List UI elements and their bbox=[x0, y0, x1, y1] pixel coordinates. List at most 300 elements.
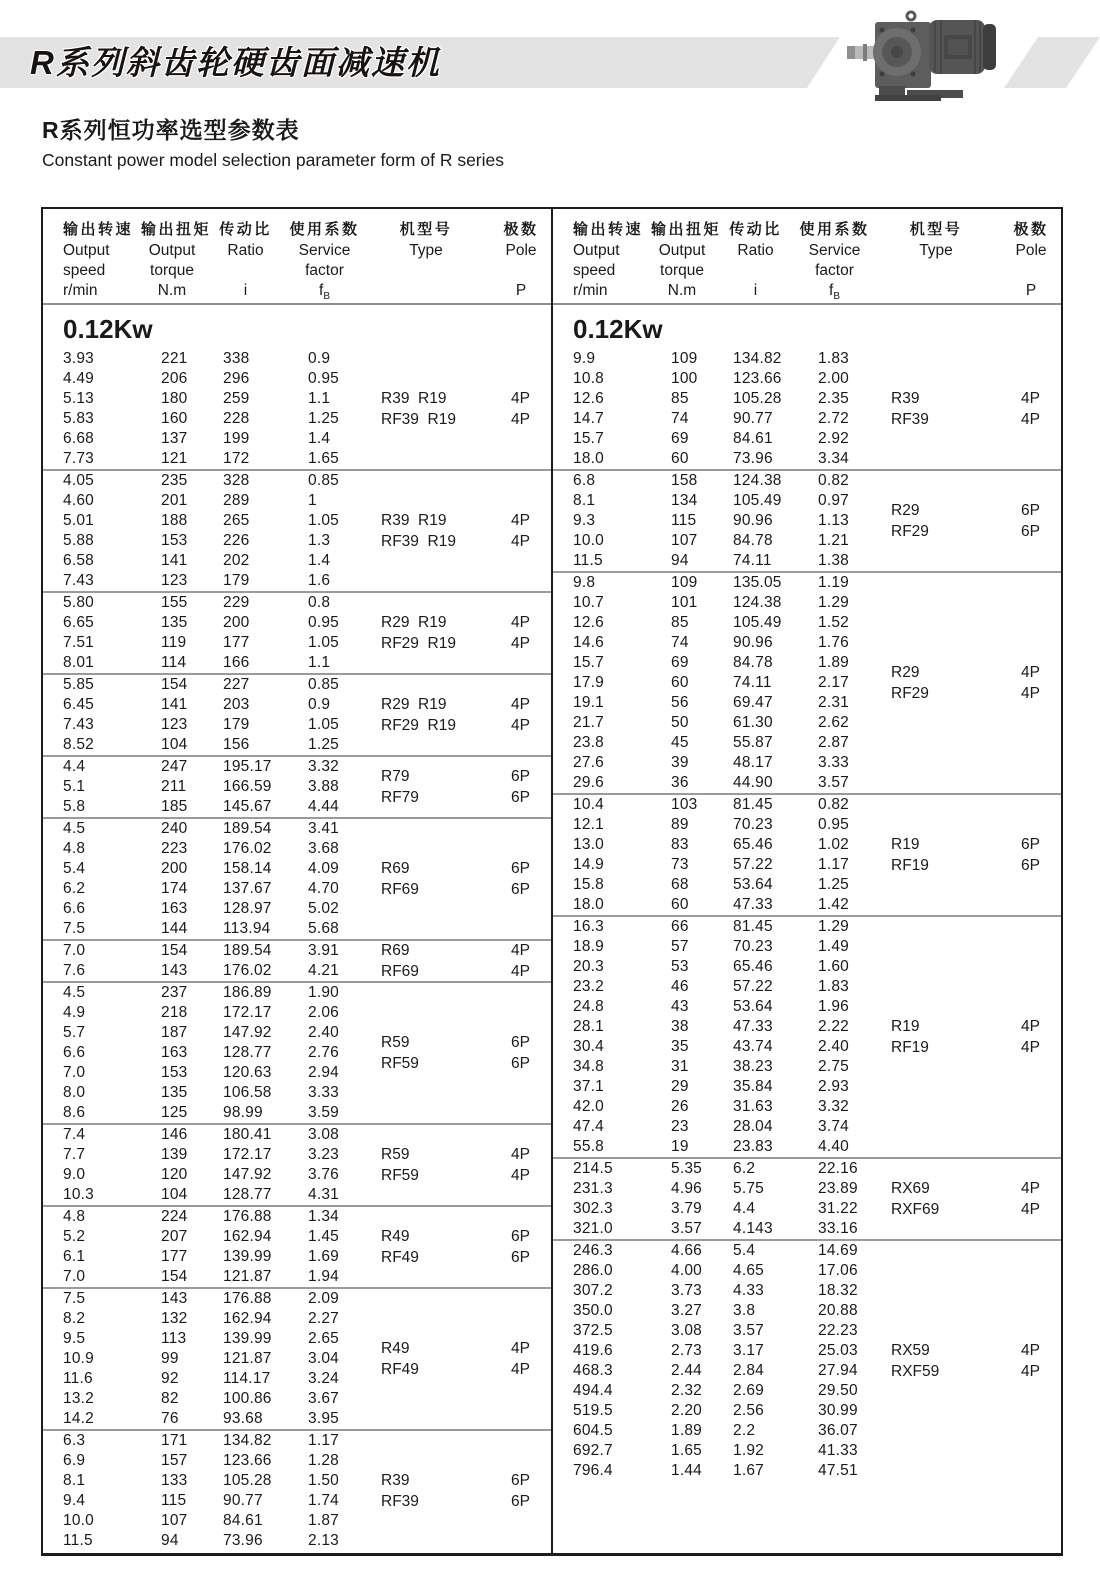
ratio-cell: 3.17 bbox=[733, 1342, 764, 1359]
torque-cell: 5.35 bbox=[671, 1160, 702, 1177]
factor-cell: 1.4 bbox=[308, 430, 331, 447]
torque-cell: 104 bbox=[161, 736, 188, 753]
speed-cell: 14.2 bbox=[63, 1410, 94, 1427]
factor-cell: 47.51 bbox=[818, 1462, 858, 1479]
pole-label: 4P bbox=[511, 512, 530, 529]
torque-cell: 153 bbox=[161, 1064, 188, 1081]
column-header-type bbox=[361, 209, 491, 303]
ratio-cell: 172 bbox=[223, 450, 250, 467]
ratio-cell: 105.49 bbox=[733, 492, 782, 509]
pole-label: 4P bbox=[511, 942, 530, 959]
speed-cell: 10.0 bbox=[573, 532, 604, 549]
factor-cell: 0.95 bbox=[818, 816, 849, 833]
speed-cell: 5.7 bbox=[63, 1024, 86, 1041]
factor-cell: 3.88 bbox=[308, 778, 339, 795]
factor-cell: 1.49 bbox=[818, 938, 849, 955]
type-label: R39 R19 bbox=[381, 390, 447, 407]
header-en bbox=[871, 261, 1001, 281]
factor-cell: 3.68 bbox=[308, 840, 339, 857]
ratio-cell: 47.33 bbox=[733, 1018, 773, 1035]
header-en bbox=[1001, 261, 1061, 281]
table-row bbox=[43, 1125, 551, 1145]
type-label: RXF59 bbox=[891, 1363, 940, 1380]
factor-cell: 14.69 bbox=[818, 1242, 858, 1259]
speed-cell: 10.4 bbox=[573, 796, 604, 813]
table-row bbox=[43, 1531, 551, 1551]
type-label: RF19 bbox=[891, 1039, 929, 1056]
table-row bbox=[553, 753, 1061, 773]
torque-cell: 135 bbox=[161, 614, 188, 631]
type-label: RF39 R19 bbox=[381, 411, 456, 428]
factor-cell: 1.52 bbox=[818, 614, 849, 631]
header-en: Output bbox=[63, 242, 110, 259]
page-banner-title: R系列斜齿轮硬齿面减速机 bbox=[30, 44, 441, 81]
speed-cell: 7.6 bbox=[63, 962, 86, 979]
table-row bbox=[553, 1441, 1061, 1461]
table-row bbox=[553, 1137, 1061, 1157]
ratio-cell: 106.58 bbox=[223, 1084, 272, 1101]
header-zh: 输出扭矩 bbox=[651, 221, 722, 238]
type-label: RF49 bbox=[381, 1249, 419, 1266]
torque-cell: 218 bbox=[161, 1004, 188, 1021]
pole-label: 6P bbox=[511, 1228, 530, 1245]
column-header-factor bbox=[288, 209, 361, 303]
pole-label: 4P bbox=[1021, 411, 1040, 428]
speed-cell: 796.4 bbox=[573, 1462, 613, 1479]
type-pole-line bbox=[361, 612, 551, 633]
table-row bbox=[43, 839, 551, 859]
type-pole-block bbox=[871, 834, 1061, 876]
table-row bbox=[43, 819, 551, 839]
ratio-cell: 100.86 bbox=[223, 1390, 272, 1407]
pole-label: 6P bbox=[1021, 857, 1040, 874]
torque-cell: 113 bbox=[161, 1330, 187, 1347]
table-row bbox=[553, 573, 1061, 593]
factor-cell: 2.93 bbox=[818, 1078, 849, 1095]
speed-cell: 15.8 bbox=[573, 876, 604, 893]
table-row bbox=[43, 1409, 551, 1429]
column-header-speed bbox=[43, 209, 141, 303]
type-pole-block bbox=[361, 1144, 551, 1186]
factor-cell: 0.95 bbox=[308, 370, 339, 387]
type-label: R29 R19 bbox=[381, 614, 447, 631]
ratio-cell: 139.99 bbox=[223, 1330, 272, 1347]
speed-cell: 47.4 bbox=[573, 1118, 604, 1135]
factor-cell: 33.16 bbox=[818, 1220, 858, 1237]
ratio-cell: 5.75 bbox=[733, 1180, 764, 1197]
torque-cell: 107 bbox=[671, 532, 698, 549]
table-row bbox=[43, 571, 551, 591]
pole-label: 4P bbox=[511, 717, 530, 734]
header-zh: 输出转速 bbox=[573, 221, 644, 238]
speed-cell: 5.8 bbox=[63, 798, 86, 815]
ratio-cell: 180.41 bbox=[223, 1126, 272, 1143]
table-row bbox=[553, 1241, 1061, 1261]
type-label: RF29 R19 bbox=[381, 717, 456, 734]
pole-label: 6P bbox=[511, 1493, 530, 1510]
factor-cell: 3.33 bbox=[308, 1084, 339, 1101]
torque-cell: 221 bbox=[161, 350, 188, 367]
factor-cell: 17.06 bbox=[818, 1262, 858, 1279]
torque-cell: 103 bbox=[671, 796, 698, 813]
torque-cell: 100 bbox=[671, 370, 698, 387]
parameter-group bbox=[43, 349, 551, 471]
table-row bbox=[43, 449, 551, 469]
torque-cell: 57 bbox=[671, 938, 689, 955]
speed-cell: 6.8 bbox=[573, 472, 596, 489]
speed-cell: 4.05 bbox=[63, 472, 94, 489]
speed-cell: 4.8 bbox=[63, 840, 86, 857]
header-en: torque bbox=[660, 262, 704, 279]
torque-cell: 154 bbox=[161, 676, 188, 693]
header-zh: 使用系数 bbox=[289, 221, 360, 238]
table-row bbox=[553, 875, 1061, 895]
type-label: RF29 bbox=[891, 523, 929, 540]
type-label: R19 bbox=[891, 1018, 920, 1035]
ratio-cell: 53.64 bbox=[733, 998, 773, 1015]
pole-label: 4P bbox=[511, 390, 530, 407]
table-row bbox=[553, 551, 1061, 571]
table-row bbox=[43, 899, 551, 919]
torque-cell: 2.44 bbox=[671, 1362, 702, 1379]
factor-cell: 3.41 bbox=[308, 820, 339, 837]
table-header bbox=[43, 209, 551, 305]
table-row bbox=[553, 733, 1061, 753]
speed-cell: 15.7 bbox=[573, 654, 604, 671]
factor-cell: 3.95 bbox=[308, 1410, 339, 1427]
parameter-group bbox=[43, 1207, 551, 1289]
speed-cell: 7.43 bbox=[63, 572, 94, 589]
page-title: R系列恒功率选型参数表 bbox=[42, 117, 300, 143]
factor-cell: 2.75 bbox=[818, 1058, 849, 1075]
factor-cell: 3.91 bbox=[308, 942, 339, 959]
speed-cell: 19.1 bbox=[573, 694, 604, 711]
ratio-cell: 2.69 bbox=[733, 1382, 764, 1399]
table-row bbox=[43, 593, 551, 613]
selection-parameter-table bbox=[41, 207, 1063, 1556]
table-row bbox=[43, 349, 551, 369]
type-label: R19 bbox=[891, 836, 920, 853]
ratio-cell: 158.14 bbox=[223, 860, 272, 877]
factor-cell: 1.29 bbox=[818, 594, 849, 611]
torque-cell: 74 bbox=[671, 410, 689, 427]
ratio-cell: 35.84 bbox=[733, 1078, 773, 1095]
factor-cell: 4.70 bbox=[308, 880, 339, 897]
torque-cell: 121 bbox=[161, 450, 188, 467]
torque-cell: 206 bbox=[161, 370, 188, 387]
type-label: R29 bbox=[891, 664, 920, 681]
header-en: Output bbox=[573, 242, 620, 259]
torque-cell: 114 bbox=[161, 654, 187, 671]
ratio-cell: 48.17 bbox=[733, 754, 773, 771]
speed-cell: 4.5 bbox=[63, 820, 86, 837]
factor-cell: 4.40 bbox=[818, 1138, 849, 1155]
speed-cell: 11.6 bbox=[63, 1370, 93, 1387]
speed-cell: 6.68 bbox=[63, 430, 94, 447]
speed-cell: 307.2 bbox=[573, 1282, 613, 1299]
type-label: R49 bbox=[381, 1228, 410, 1245]
header-en: Type bbox=[919, 242, 953, 259]
type-pole-line bbox=[361, 388, 551, 409]
torque-cell: 160 bbox=[161, 410, 188, 427]
factor-cell: 3.23 bbox=[308, 1146, 339, 1163]
torque-cell: 69 bbox=[671, 654, 689, 671]
ratio-cell: 172.17 bbox=[223, 1146, 272, 1163]
header-unit: i bbox=[243, 282, 248, 299]
torque-cell: 60 bbox=[671, 450, 689, 467]
torque-cell: 123 bbox=[161, 716, 188, 733]
ratio-cell: 90.96 bbox=[733, 634, 773, 651]
factor-cell: 3.74 bbox=[818, 1118, 849, 1135]
ratio-cell: 61.30 bbox=[733, 714, 773, 731]
factor-cell: 3.34 bbox=[818, 450, 849, 467]
speed-cell: 9.0 bbox=[63, 1166, 86, 1183]
torque-cell: 73 bbox=[671, 856, 689, 873]
torque-cell: 82 bbox=[161, 1390, 179, 1407]
ratio-cell: 128.77 bbox=[223, 1186, 272, 1203]
torque-cell: 46 bbox=[671, 978, 689, 995]
ratio-cell: 121.87 bbox=[223, 1350, 272, 1367]
parameter-group bbox=[43, 593, 551, 675]
ratio-cell: 338 bbox=[223, 350, 250, 367]
factor-cell: 29.50 bbox=[818, 1382, 858, 1399]
header-en: Pole bbox=[505, 242, 537, 259]
torque-cell: 154 bbox=[161, 1268, 188, 1285]
speed-cell: 4.8 bbox=[63, 1208, 86, 1225]
factor-cell: 18.32 bbox=[818, 1282, 858, 1299]
table-row bbox=[43, 735, 551, 755]
factor-cell: 3.32 bbox=[308, 758, 339, 775]
torque-cell: 83 bbox=[671, 836, 689, 853]
header-en: Ratio bbox=[227, 242, 264, 259]
speed-cell: 5.01 bbox=[63, 512, 94, 529]
ratio-cell: 189.54 bbox=[223, 820, 272, 837]
speed-cell: 9.5 bbox=[63, 1330, 86, 1347]
factor-cell: 2.17 bbox=[818, 674, 849, 691]
table-row bbox=[553, 593, 1061, 613]
torque-cell: 109 bbox=[671, 350, 698, 367]
type-pole-line bbox=[361, 1165, 551, 1186]
speed-cell: 350.0 bbox=[573, 1302, 613, 1319]
parameter-group bbox=[43, 1289, 551, 1431]
torque-cell: 223 bbox=[161, 840, 188, 857]
ratio-cell: 74.11 bbox=[733, 674, 772, 691]
table-row bbox=[43, 429, 551, 449]
torque-cell: 36 bbox=[671, 774, 689, 791]
header-zh: 传动比 bbox=[729, 221, 782, 238]
speed-cell: 9.9 bbox=[573, 350, 596, 367]
speed-cell: 4.49 bbox=[63, 370, 94, 387]
torque-cell: 163 bbox=[161, 1044, 188, 1061]
torque-cell: 174 bbox=[161, 880, 188, 897]
torque-cell: 2.32 bbox=[671, 1382, 702, 1399]
ratio-cell: 53.64 bbox=[733, 876, 773, 893]
pole-label: 4P bbox=[511, 1361, 530, 1378]
page-subtitle: Constant power model selection parameter form of R series bbox=[42, 150, 505, 170]
pole-label: 4P bbox=[511, 696, 530, 713]
torque-cell: 99 bbox=[161, 1350, 179, 1367]
speed-cell: 12.6 bbox=[573, 614, 604, 631]
type-label: RF19 bbox=[891, 857, 929, 874]
ratio-cell: 81.45 bbox=[733, 796, 773, 813]
torque-cell: 235 bbox=[161, 472, 188, 489]
factor-cell: 36.07 bbox=[818, 1422, 858, 1439]
type-label: RF69 bbox=[381, 881, 419, 898]
table-row bbox=[553, 633, 1061, 653]
speed-cell: 10.3 bbox=[63, 1186, 94, 1203]
ratio-cell: 65.46 bbox=[733, 836, 773, 853]
speed-cell: 27.6 bbox=[573, 754, 604, 771]
speed-cell: 10.9 bbox=[63, 1350, 94, 1367]
speed-cell: 7.0 bbox=[63, 1064, 86, 1081]
torque-cell: 141 bbox=[161, 552, 188, 569]
torque-cell: 2.20 bbox=[671, 1402, 702, 1419]
factor-cell: 2.65 bbox=[308, 1330, 339, 1347]
pole-label: 6P bbox=[511, 1034, 530, 1051]
torque-cell: 92 bbox=[161, 1370, 179, 1387]
speed-cell: 6.9 bbox=[63, 1452, 86, 1469]
pole-label: 4P bbox=[1021, 390, 1040, 407]
speed-cell: 16.3 bbox=[573, 918, 604, 935]
pole-label: 4P bbox=[1021, 664, 1040, 681]
parameter-group bbox=[553, 471, 1061, 573]
ratio-cell: 105.28 bbox=[733, 390, 782, 407]
power-section-label: 0.12Kw bbox=[573, 314, 663, 344]
table-row bbox=[43, 369, 551, 389]
factor-cell: 1.1 bbox=[308, 654, 331, 671]
speed-cell: 30.4 bbox=[573, 1038, 604, 1055]
factor-cell: 4.31 bbox=[308, 1186, 339, 1203]
factor-cell: 2.35 bbox=[818, 390, 849, 407]
factor-cell: 3.76 bbox=[308, 1166, 339, 1183]
speed-cell: 5.88 bbox=[63, 532, 94, 549]
torque-cell: 66 bbox=[671, 918, 689, 935]
pole-label: 4P bbox=[1021, 1180, 1040, 1197]
parameter-group bbox=[553, 349, 1061, 471]
factor-cell: 1.19 bbox=[818, 574, 849, 591]
ratio-cell: 84.78 bbox=[733, 654, 773, 671]
speed-cell: 692.7 bbox=[573, 1442, 613, 1459]
ratio-cell: 4.4 bbox=[733, 1200, 756, 1217]
factor-cell: 0.9 bbox=[308, 696, 331, 713]
torque-cell: 180 bbox=[161, 390, 188, 407]
factor-cell: 1.83 bbox=[818, 978, 849, 995]
speed-cell: 14.7 bbox=[573, 410, 604, 427]
ratio-cell: 259 bbox=[223, 390, 250, 407]
ratio-cell: 186.89 bbox=[223, 984, 272, 1001]
header-unit bbox=[871, 281, 1001, 301]
torque-cell: 211 bbox=[161, 778, 187, 795]
table-row bbox=[43, 1083, 551, 1103]
pole-label: 4P bbox=[511, 411, 530, 428]
factor-cell: 1.13 bbox=[818, 512, 849, 529]
ratio-cell: 139.99 bbox=[223, 1248, 272, 1265]
ratio-cell: 55.87 bbox=[733, 734, 773, 751]
speed-cell: 214.5 bbox=[573, 1160, 613, 1177]
torque-cell: 74 bbox=[671, 634, 689, 651]
table-row bbox=[43, 919, 551, 939]
factor-cell: 31.22 bbox=[818, 1200, 858, 1217]
speed-cell: 519.5 bbox=[573, 1402, 613, 1419]
factor-cell: 1.05 bbox=[308, 512, 339, 529]
type-pole-line bbox=[871, 1016, 1061, 1037]
type-label: RXF69 bbox=[891, 1201, 940, 1218]
ratio-cell: 4.143 bbox=[733, 1220, 773, 1237]
table-row bbox=[43, 1389, 551, 1409]
ratio-cell: 38.23 bbox=[733, 1058, 773, 1075]
parameter-group bbox=[43, 941, 551, 983]
table-row bbox=[43, 1207, 551, 1227]
pole-label: 4P bbox=[1021, 1201, 1040, 1218]
table-row bbox=[553, 815, 1061, 835]
speed-cell: 23.8 bbox=[573, 734, 604, 751]
table-row bbox=[553, 917, 1061, 937]
type-pole-line bbox=[871, 388, 1061, 409]
type-label: RF39 bbox=[891, 411, 929, 428]
ratio-cell: 3.57 bbox=[733, 1322, 764, 1339]
ratio-cell: 3.8 bbox=[733, 1302, 756, 1319]
torque-cell: 146 bbox=[161, 1126, 188, 1143]
ratio-cell: 128.77 bbox=[223, 1044, 272, 1061]
header-en: Pole bbox=[1015, 242, 1047, 259]
table-row bbox=[553, 429, 1061, 449]
factor-cell: 1.42 bbox=[818, 896, 849, 913]
ratio-cell: 124.38 bbox=[733, 472, 782, 489]
factor-cell: 2.31 bbox=[818, 694, 849, 711]
pole-label: 4P bbox=[511, 1146, 530, 1163]
type-label: R69 bbox=[381, 942, 410, 959]
speed-cell: 7.51 bbox=[63, 634, 94, 651]
speed-cell: 6.1 bbox=[63, 1248, 86, 1265]
ratio-cell: 172.17 bbox=[223, 1004, 272, 1021]
factor-cell: 1.34 bbox=[308, 1208, 339, 1225]
ratio-cell: 265 bbox=[223, 512, 250, 529]
torque-cell: 141 bbox=[161, 696, 188, 713]
speed-cell: 3.93 bbox=[63, 350, 94, 367]
table-row bbox=[43, 1431, 551, 1451]
speed-cell: 6.6 bbox=[63, 1044, 86, 1061]
speed-cell: 5.83 bbox=[63, 410, 94, 427]
ratio-cell: 4.33 bbox=[733, 1282, 764, 1299]
type-pole-block bbox=[871, 388, 1061, 430]
torque-cell: 143 bbox=[161, 962, 188, 979]
column-header-pole bbox=[1001, 209, 1061, 303]
factor-cell: 1.69 bbox=[308, 1248, 339, 1265]
type-pole-block bbox=[361, 1338, 551, 1380]
speed-cell: 13.0 bbox=[573, 836, 604, 853]
type-pole-line bbox=[361, 1338, 551, 1359]
speed-cell: 15.7 bbox=[573, 430, 604, 447]
table-row bbox=[43, 1309, 551, 1329]
table-row bbox=[553, 937, 1061, 957]
factor-cell: 1.96 bbox=[818, 998, 849, 1015]
type-pole-line bbox=[361, 1144, 551, 1165]
torque-cell: 68 bbox=[671, 876, 689, 893]
factor-cell: 2.22 bbox=[818, 1018, 849, 1035]
torque-cell: 4.00 bbox=[671, 1262, 702, 1279]
column-header-factor bbox=[798, 209, 871, 303]
ratio-cell: 57.22 bbox=[733, 856, 773, 873]
table-row bbox=[553, 1281, 1061, 1301]
table-row bbox=[43, 675, 551, 695]
factor-cell: 4.09 bbox=[308, 860, 339, 877]
ratio-cell: 166 bbox=[223, 654, 250, 671]
pole-label: 6P bbox=[511, 768, 530, 785]
torque-cell: 132 bbox=[161, 1310, 188, 1327]
ratio-cell: 123.66 bbox=[733, 370, 782, 387]
pole-label: 4P bbox=[1021, 1039, 1040, 1056]
factor-cell: 1.17 bbox=[308, 1432, 339, 1449]
